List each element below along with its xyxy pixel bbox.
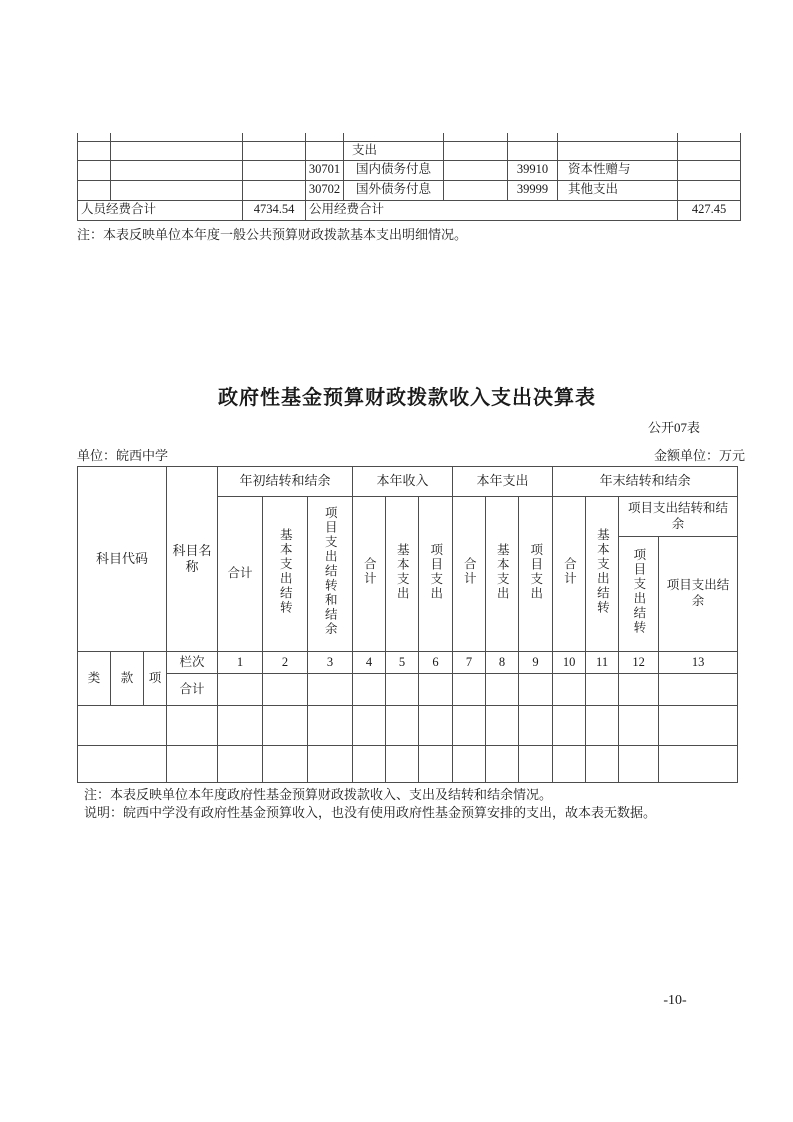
cell-empty bbox=[553, 706, 586, 746]
cell-empty bbox=[486, 674, 519, 706]
cell-empty bbox=[486, 706, 519, 746]
cell-empty bbox=[659, 674, 738, 706]
public-total-value: 427.45 bbox=[678, 200, 741, 220]
cell-empty bbox=[444, 160, 508, 180]
cell-empty bbox=[619, 746, 659, 783]
cell-empty bbox=[344, 133, 444, 141]
totals-row bbox=[78, 200, 741, 220]
cell-empty bbox=[586, 746, 619, 783]
cell-empty bbox=[386, 746, 419, 783]
cell-empty bbox=[111, 160, 243, 180]
table-row bbox=[78, 141, 741, 160]
page-title: 政府性基金预算财政拨款收入支出决算表 bbox=[218, 387, 596, 409]
code-part-section: 款 bbox=[111, 652, 144, 706]
cell-empty bbox=[419, 746, 453, 783]
cell-empty bbox=[353, 674, 386, 706]
cell-empty bbox=[659, 706, 738, 746]
cell-empty bbox=[619, 674, 659, 706]
personnel-total-value: 4734.54 bbox=[243, 200, 306, 220]
lane-number-5: 5 bbox=[386, 652, 419, 674]
lane-number-2: 2 bbox=[263, 652, 308, 674]
code-part-item: 项 bbox=[144, 652, 167, 706]
basic-expenditure-detail-table bbox=[77, 133, 741, 221]
fund-budget-table bbox=[77, 466, 738, 783]
subject-name-cell: 国内债务付息 bbox=[344, 160, 444, 180]
cell-empty bbox=[78, 160, 111, 180]
cell-empty bbox=[558, 141, 678, 160]
col-header-5: 基本支出 bbox=[386, 497, 419, 652]
subgroup-project-balance: 项目支出结转和结余 bbox=[619, 497, 738, 537]
lane-number-9: 9 bbox=[519, 652, 553, 674]
cell-empty bbox=[659, 746, 738, 783]
lane-number-6: 6 bbox=[419, 652, 453, 674]
subject-name-cell: 资本性赠与 bbox=[558, 160, 678, 180]
fund-table-notes bbox=[84, 786, 656, 822]
col-header-3: 项目支出结转和结余 bbox=[308, 497, 353, 652]
table-row bbox=[78, 160, 741, 180]
cell-empty bbox=[444, 141, 508, 160]
col-header-11: 基本支出结转 bbox=[586, 497, 619, 652]
subject-code-cell: 39910 bbox=[508, 160, 558, 180]
cell-empty bbox=[218, 746, 263, 783]
cell-empty bbox=[453, 674, 486, 706]
cell-empty bbox=[553, 674, 586, 706]
lane-label: 栏次 bbox=[167, 652, 218, 674]
page-number: -10- bbox=[663, 993, 687, 1008]
col-header-9: 项目支出 bbox=[519, 497, 553, 652]
subject-code-cell: 39999 bbox=[508, 180, 558, 200]
group-year-expenditure: 本年支出 bbox=[453, 467, 553, 497]
lane-number-11: 11 bbox=[586, 652, 619, 674]
cell-empty bbox=[308, 746, 353, 783]
cell-empty bbox=[263, 746, 308, 783]
lane-number-3: 3 bbox=[308, 652, 353, 674]
col-header-2: 基本支出结转 bbox=[263, 497, 308, 652]
subject-code-cell: 30702 bbox=[306, 180, 344, 200]
cell-empty bbox=[678, 160, 741, 180]
subject-name-cell: 国外债务付息 bbox=[344, 180, 444, 200]
cell-empty bbox=[486, 746, 519, 783]
cell-empty bbox=[218, 674, 263, 706]
col-header-6: 项目支出 bbox=[419, 497, 453, 652]
unit-caption-row bbox=[77, 445, 745, 464]
cell-empty bbox=[243, 141, 306, 160]
cell-empty bbox=[243, 180, 306, 200]
cell-empty bbox=[419, 674, 453, 706]
cell-empty bbox=[243, 133, 306, 141]
cell-empty bbox=[508, 141, 558, 160]
cell-empty bbox=[78, 141, 111, 160]
cell-empty bbox=[78, 180, 111, 200]
cell-empty bbox=[111, 133, 243, 141]
lane-number-13: 13 bbox=[659, 652, 738, 674]
lane-number-8: 8 bbox=[486, 652, 519, 674]
cell-empty bbox=[78, 133, 111, 141]
lane-number-4: 4 bbox=[353, 652, 386, 674]
subject-name-cell: 其他支出 bbox=[558, 180, 678, 200]
cell-empty bbox=[508, 133, 558, 141]
cell-empty bbox=[167, 746, 218, 783]
col-header-7: 合计 bbox=[453, 497, 486, 652]
total-row bbox=[78, 674, 738, 706]
col-header-10: 合计 bbox=[553, 497, 586, 652]
cell-empty bbox=[619, 706, 659, 746]
cell-empty bbox=[453, 746, 486, 783]
cell-empty bbox=[586, 706, 619, 746]
cell-empty bbox=[353, 706, 386, 746]
personnel-total-label: 人员经费合计 bbox=[78, 200, 243, 220]
cell-empty bbox=[263, 706, 308, 746]
col-header-1: 合计 bbox=[218, 497, 263, 652]
note-line-1: 注：本表反映单位本年度政府性基金预算财政拨款收入、支出及结转和结余情况。 bbox=[84, 787, 553, 802]
empty-data-row bbox=[78, 746, 738, 783]
subject-name-header: 科目名称 bbox=[167, 467, 218, 652]
subject-code-header: 科目代码 bbox=[78, 467, 167, 652]
cell-empty bbox=[306, 141, 344, 160]
cell-empty bbox=[553, 746, 586, 783]
cell-empty bbox=[111, 180, 243, 200]
lane-number-row bbox=[78, 652, 738, 674]
cell-empty bbox=[78, 746, 167, 783]
group-year-income: 本年收入 bbox=[353, 467, 453, 497]
cell-empty bbox=[678, 133, 741, 141]
cell-empty bbox=[306, 133, 344, 141]
empty-data-row bbox=[78, 706, 738, 746]
cell-empty bbox=[167, 706, 218, 746]
cell-empty bbox=[263, 674, 308, 706]
unit-label: 单位：皖西中学 bbox=[77, 448, 169, 463]
col-header-8: 基本支出 bbox=[486, 497, 519, 652]
col-header-13: 项目支出结余 bbox=[659, 537, 738, 652]
lane-number-1: 1 bbox=[218, 652, 263, 674]
group-end-balance: 年末结转和结余 bbox=[553, 467, 738, 497]
cell-empty bbox=[678, 180, 741, 200]
cell-empty bbox=[218, 706, 263, 746]
col-header-4: 合计 bbox=[353, 497, 386, 652]
table-code-label: 公开07表 bbox=[647, 420, 700, 435]
header-group-row bbox=[78, 467, 738, 497]
cell-empty bbox=[678, 141, 741, 160]
cell-empty bbox=[519, 706, 553, 746]
public-total-label: 公用经费合计 bbox=[306, 200, 678, 220]
table-row bbox=[78, 133, 741, 141]
note-line-2: 说明：皖西中学没有政府性基金预算收入，也没有使用政府性基金预算安排的支出，故本表无数据。 bbox=[84, 805, 657, 820]
lane-number-12: 12 bbox=[619, 652, 659, 674]
cell-empty bbox=[519, 674, 553, 706]
lane-number-10: 10 bbox=[553, 652, 586, 674]
cell-empty bbox=[444, 133, 508, 141]
expense-label-cell: 支出 bbox=[344, 141, 444, 160]
total-row-label: 合计 bbox=[167, 674, 218, 706]
cell-empty bbox=[243, 160, 306, 180]
cell-empty bbox=[519, 746, 553, 783]
cell-empty bbox=[386, 706, 419, 746]
cell-empty bbox=[308, 674, 353, 706]
cell-empty bbox=[78, 706, 167, 746]
cell-empty bbox=[353, 746, 386, 783]
cell-empty bbox=[558, 133, 678, 141]
subject-code-cell: 30701 bbox=[306, 160, 344, 180]
cell-empty bbox=[111, 141, 243, 160]
group-begin-balance: 年初结转和结余 bbox=[218, 467, 353, 497]
code-part-category: 类 bbox=[78, 652, 111, 706]
cell-empty bbox=[444, 180, 508, 200]
lane-number-7: 7 bbox=[453, 652, 486, 674]
top-table-note: 注：本表反映单位本年度一般公共预算财政拨款基本支出明细情况。 bbox=[77, 227, 468, 242]
amount-unit-label: 金额单位：万元 bbox=[653, 448, 745, 463]
cell-empty bbox=[419, 706, 453, 746]
cell-empty bbox=[453, 706, 486, 746]
cell-empty bbox=[308, 706, 353, 746]
cell-empty bbox=[586, 674, 619, 706]
cell-empty bbox=[386, 674, 419, 706]
table-row bbox=[78, 180, 741, 200]
col-header-12: 项目支出结转 bbox=[619, 537, 659, 652]
